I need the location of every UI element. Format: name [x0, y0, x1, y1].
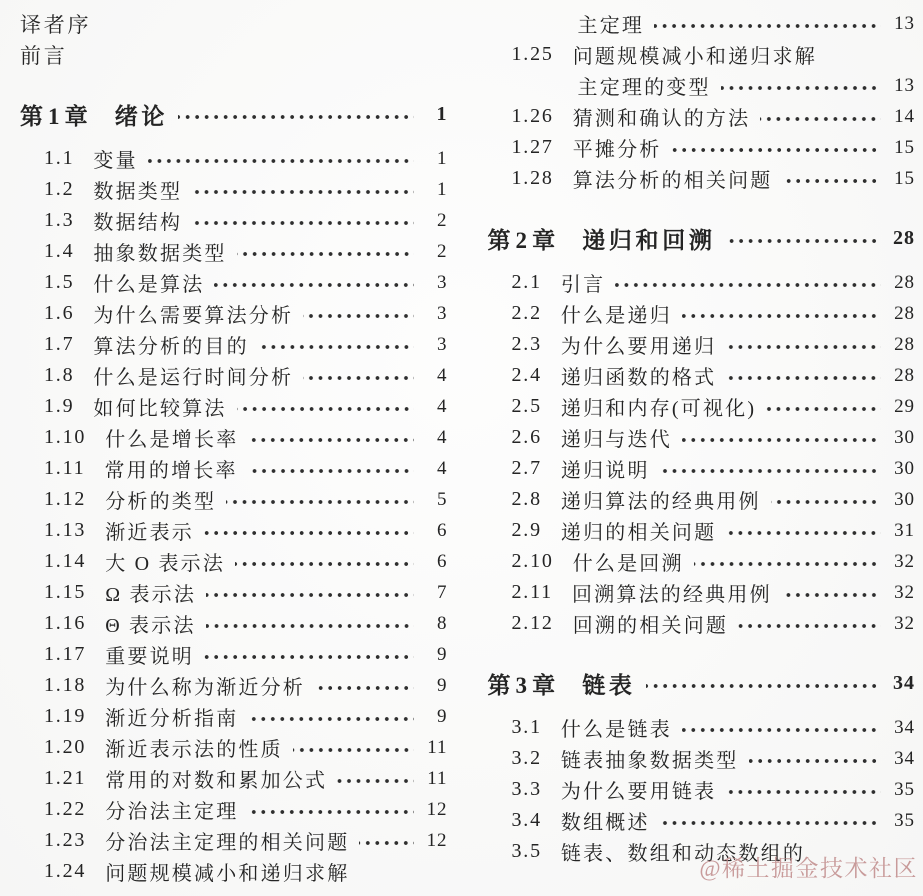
page-number: 35 [894, 778, 915, 800]
toc-row [20, 329, 448, 360]
page-number: 4 [437, 457, 448, 479]
dot-leader [760, 115, 881, 123]
page-number: 9 [437, 643, 448, 665]
page-number: 15 [894, 136, 915, 158]
dot-leader [293, 746, 414, 754]
dot-leader [766, 405, 881, 413]
entry-title: 什么是增长率 [105, 429, 239, 451]
entry-number: 1.21 [44, 767, 87, 789]
toc-row [20, 763, 448, 794]
page-number: 34 [894, 716, 915, 738]
page-number: 34 [894, 747, 915, 769]
toc-row [20, 670, 448, 701]
dot-leader [782, 591, 881, 599]
dot-leader [315, 684, 413, 692]
page-number: 8 [437, 612, 448, 634]
dot-leader [303, 312, 413, 320]
entry-title: 渐近表示 [105, 522, 195, 544]
page-number: 13 [894, 74, 915, 96]
toc-row [488, 484, 916, 515]
entry-title: 如何比较算法 [93, 398, 227, 420]
entry-title: 常用的对数和累加公式 [105, 770, 328, 792]
toc-row [488, 712, 916, 743]
dot-leader [660, 467, 881, 475]
dot-leader [192, 219, 413, 227]
page-number: 9 [437, 705, 448, 727]
entry-title: 大 O 表示法 [105, 553, 226, 575]
toc-row [20, 174, 448, 205]
toc-row [488, 608, 916, 639]
entry-number: 1.2 [44, 178, 75, 200]
toc-chapter-row [488, 220, 916, 256]
entry-number: 1.9 [44, 395, 75, 417]
entry-title: 平摊分析 [572, 139, 662, 161]
entry-title: 递归和内存(可视化) [560, 398, 757, 420]
dot-leader [337, 777, 413, 785]
entry-title: 什么是运行时间分析 [93, 367, 294, 389]
entry-title: 重要说明 [105, 646, 195, 668]
dot-leader [660, 819, 881, 827]
page-number: 15 [894, 167, 915, 189]
toc-row [488, 360, 916, 391]
page-number: 7 [437, 581, 448, 603]
entry-title: 渐近表示法的性质 [105, 739, 283, 761]
entry-title: 回溯的相关问题 [572, 615, 729, 637]
entry-number: 1.19 [44, 705, 87, 727]
dot-leader [726, 374, 881, 382]
page-number: 4 [437, 426, 448, 448]
entry-number: 2.12 [511, 612, 554, 634]
dot-leader [248, 715, 413, 723]
entry-title: 为什么要用链表 [560, 781, 717, 803]
entry-title: 抽象数据类型 [93, 243, 227, 265]
page-number: 4 [437, 395, 448, 417]
chapter-number: 第2章 [487, 227, 561, 253]
dot-leader [726, 529, 881, 537]
page-number: 1 [436, 102, 448, 125]
entry-number: 2.6 [511, 426, 542, 448]
entry-title: 什么是回溯 [572, 553, 684, 575]
toc-row [488, 8, 916, 39]
page-number: 31 [894, 519, 915, 541]
entry-title: 分治法主定理的相关问题 [105, 832, 350, 854]
page-number: 13 [894, 12, 915, 34]
entry-title: 为什么要用递归 [560, 336, 717, 358]
entry-title: 数据类型 [93, 181, 183, 203]
entry-title: Ω 表示法 [105, 584, 197, 606]
dot-leader [192, 188, 413, 196]
entry-title: 问题规模减小和递归求解 [105, 863, 350, 885]
entry-title: 问题规模减小和递归求解 [572, 46, 817, 68]
entry-number: 3.1 [511, 716, 542, 738]
toc-row [20, 639, 448, 670]
entry-number: 1.3 [44, 209, 75, 231]
toc-row [20, 484, 448, 515]
page-number: 30 [894, 426, 915, 448]
dot-leader [237, 405, 414, 413]
toc-row [20, 236, 448, 267]
dot-leader [721, 84, 881, 92]
toc-row [488, 39, 916, 70]
page-number: 4 [437, 364, 448, 386]
dot-leader [148, 157, 414, 165]
dot-leader [682, 726, 881, 734]
toc-row [20, 546, 448, 577]
dot-leader [204, 653, 413, 661]
page-number: 12 [426, 798, 448, 820]
entry-number: 1.25 [511, 43, 554, 65]
page-number: 9 [437, 674, 448, 696]
entry-number: 1.26 [511, 105, 554, 127]
toc-row [488, 101, 916, 132]
chapter-number: 第1章 [20, 103, 93, 129]
entry-title: 递归与迭代 [560, 429, 672, 451]
toc-row [488, 329, 916, 360]
dot-leader [738, 622, 881, 630]
toc-row [20, 608, 448, 639]
entry-number: 1.18 [44, 674, 87, 696]
entry-title: 算法分析的目的 [93, 336, 249, 358]
page-number: 35 [894, 809, 915, 831]
dot-leader [248, 467, 414, 475]
toc-row [488, 132, 916, 163]
toc-row [488, 577, 916, 608]
entry-number: 1.4 [44, 240, 75, 262]
entry-number: 1.24 [44, 860, 87, 882]
dot-leader [259, 343, 414, 351]
entry-number: 1.28 [511, 167, 554, 189]
dot-leader [206, 591, 413, 599]
page-number: 30 [894, 457, 915, 479]
entry-number: 1.27 [511, 136, 554, 158]
dot-leader [615, 281, 881, 289]
entry-title: 猜测和确认的方法 [572, 108, 751, 130]
chapter-title: 递归和回溯 [582, 227, 716, 253]
toc-row [488, 515, 916, 546]
dot-leader [646, 682, 881, 690]
toc-left-column [20, 8, 448, 896]
entry-title: 为什么需要算法分析 [93, 305, 294, 327]
toc-row [20, 732, 448, 763]
dot-leader [248, 808, 413, 816]
entry-number: 2.8 [511, 488, 542, 510]
page-number: 6 [437, 519, 448, 541]
page-number: 34 [893, 671, 915, 694]
entry-number: 2.5 [511, 395, 542, 417]
toc-row [488, 774, 916, 805]
entry-title: Θ 表示法 [105, 615, 196, 637]
toc-row [488, 422, 916, 453]
entry-number: 1.12 [44, 488, 87, 510]
chapter-title: 绪论 [114, 103, 169, 129]
entry-title: 主定理 [577, 15, 645, 37]
entry-title: 前言 [20, 43, 68, 68]
entry-title: 递归算法的经典用例 [560, 491, 761, 513]
entry-number: 2.10 [511, 550, 554, 572]
dot-leader [214, 281, 413, 289]
entry-number: 3.4 [511, 809, 542, 831]
toc-right-column [488, 8, 916, 896]
entry-title: 什么是递归 [560, 305, 672, 327]
entry-title: 什么是链表 [560, 719, 672, 741]
dot-leader [726, 343, 881, 351]
entry-title: 变量 [93, 150, 138, 172]
entry-title: 分析的类型 [105, 491, 217, 513]
toc-row [488, 836, 916, 867]
toc-chapter-row [488, 665, 916, 701]
entry-number: 1.16 [44, 612, 87, 634]
page-number: 29 [894, 395, 915, 417]
dot-leader [226, 498, 413, 506]
page-number: 11 [427, 736, 448, 758]
toc-row [20, 453, 448, 484]
dot-leader [654, 22, 881, 30]
entry-number: 2.2 [511, 302, 542, 324]
entry-number: 2.11 [511, 581, 553, 603]
entry-number: 2.4 [511, 364, 542, 386]
entry-number: 1.5 [44, 271, 75, 293]
dot-leader [206, 622, 414, 630]
toc-row [20, 267, 448, 298]
toc-row [20, 360, 448, 391]
dot-leader [682, 312, 881, 320]
page-number: 3 [437, 271, 448, 293]
entry-title: 数据结构 [93, 212, 183, 234]
page-number: 28 [894, 302, 915, 324]
entry-number: 2.9 [511, 519, 542, 541]
toc-row [488, 267, 916, 298]
entry-number: 3.3 [511, 778, 542, 800]
dot-leader [359, 839, 413, 847]
toc-row [488, 743, 916, 774]
dot-leader [303, 374, 413, 382]
dot-leader [783, 177, 881, 185]
page-number: 32 [894, 550, 915, 572]
page-number: 28 [894, 364, 915, 386]
entry-title: 数组概述 [560, 812, 650, 834]
page-number: 2 [437, 209, 448, 231]
entry-number: 3.5 [511, 840, 542, 862]
toc-row [20, 205, 448, 236]
entry-title: 递归函数的格式 [560, 367, 717, 389]
toc-row [20, 515, 448, 546]
page-number: 28 [893, 226, 915, 249]
entry-number: 1.14 [44, 550, 87, 572]
page-number: 1 [437, 178, 448, 200]
entry-title: 链表抽象数据类型 [560, 750, 739, 772]
dot-leader [726, 237, 881, 245]
toc-row [20, 422, 448, 453]
entry-number: 1.17 [44, 643, 87, 665]
entry-title: 引言 [560, 274, 606, 296]
toc-row [488, 546, 916, 577]
dot-leader [235, 560, 413, 568]
toc-row [488, 453, 916, 484]
page-number: 2 [437, 240, 448, 262]
dot-leader [672, 146, 881, 154]
entry-number: 1.6 [44, 302, 75, 324]
entry-title: 链表、数组和动态数组的 [560, 843, 806, 865]
chapter-number: 第3章 [487, 672, 561, 698]
entry-number: 1.7 [44, 333, 75, 355]
entry-number: 1.15 [44, 581, 87, 603]
toc-row [20, 8, 448, 39]
toc-row [20, 577, 448, 608]
entry-title: 递归的相关问题 [560, 522, 717, 544]
page-number: 3 [437, 333, 448, 355]
dot-leader [694, 560, 881, 568]
entry-title: 什么是算法 [93, 274, 205, 296]
page-number: 14 [894, 105, 915, 127]
entry-number: 1.20 [44, 736, 87, 758]
entry-number: 2.3 [511, 333, 542, 355]
page-number: 32 [894, 581, 915, 603]
chapter-title: 链表 [582, 672, 636, 698]
page-number: 5 [437, 488, 448, 510]
dot-leader [726, 788, 881, 796]
entry-number: 1.10 [44, 426, 87, 448]
toc-row [20, 298, 448, 329]
toc-row [488, 391, 916, 422]
dot-leader [682, 436, 881, 444]
page-number: 32 [894, 612, 915, 634]
page-number: 30 [894, 488, 915, 510]
dot-leader [248, 436, 413, 444]
entry-title: 译者序 [20, 12, 92, 37]
toc-row [20, 794, 448, 825]
toc-row [488, 805, 916, 836]
toc-row [20, 701, 448, 732]
entry-number: 1.8 [44, 364, 75, 386]
page-number: 11 [427, 767, 448, 789]
dot-leader [237, 250, 414, 258]
toc-row [488, 298, 916, 329]
entry-number: 2.1 [511, 271, 542, 293]
toc-row [20, 39, 448, 70]
page-number: 28 [894, 333, 915, 355]
page-number: 3 [437, 302, 448, 324]
entry-number: 2.7 [511, 457, 542, 479]
entry-number: 1.13 [44, 519, 87, 541]
entry-number: 1.22 [44, 798, 87, 820]
entry-title: 为什么称为渐近分析 [105, 677, 306, 699]
toc-row [488, 70, 916, 101]
toc-row [20, 143, 448, 174]
entry-title: 常用的增长率 [104, 460, 238, 482]
dot-leader [771, 498, 881, 506]
page-number: 28 [894, 271, 915, 293]
watermark: @稀土掘金技术社区 [699, 856, 918, 881]
entry-title: 分治法主定理 [105, 801, 239, 823]
toc-row [20, 391, 448, 422]
page-number: 6 [437, 550, 448, 572]
dot-leader [749, 757, 881, 765]
entry-title: 回溯算法的经典用例 [571, 584, 772, 606]
entry-number: 3.2 [511, 747, 542, 769]
dot-leader [178, 113, 413, 121]
entry-title: 渐近分析指南 [105, 708, 239, 730]
entry-number: 1.11 [44, 457, 86, 479]
entry-number: 1.1 [44, 147, 75, 169]
dot-leader [204, 529, 413, 537]
toc-row [20, 856, 448, 887]
entry-number: 1.23 [44, 829, 87, 851]
entry-title: 递归说明 [560, 460, 650, 482]
toc-row [488, 163, 916, 194]
page-number: 12 [426, 829, 448, 851]
entry-title: 算法分析的相关问题 [572, 170, 773, 192]
toc-chapter-row [20, 96, 448, 132]
entry-title: 主定理的变型 [577, 77, 711, 99]
toc-row [20, 825, 448, 856]
page-number: 1 [437, 147, 448, 169]
